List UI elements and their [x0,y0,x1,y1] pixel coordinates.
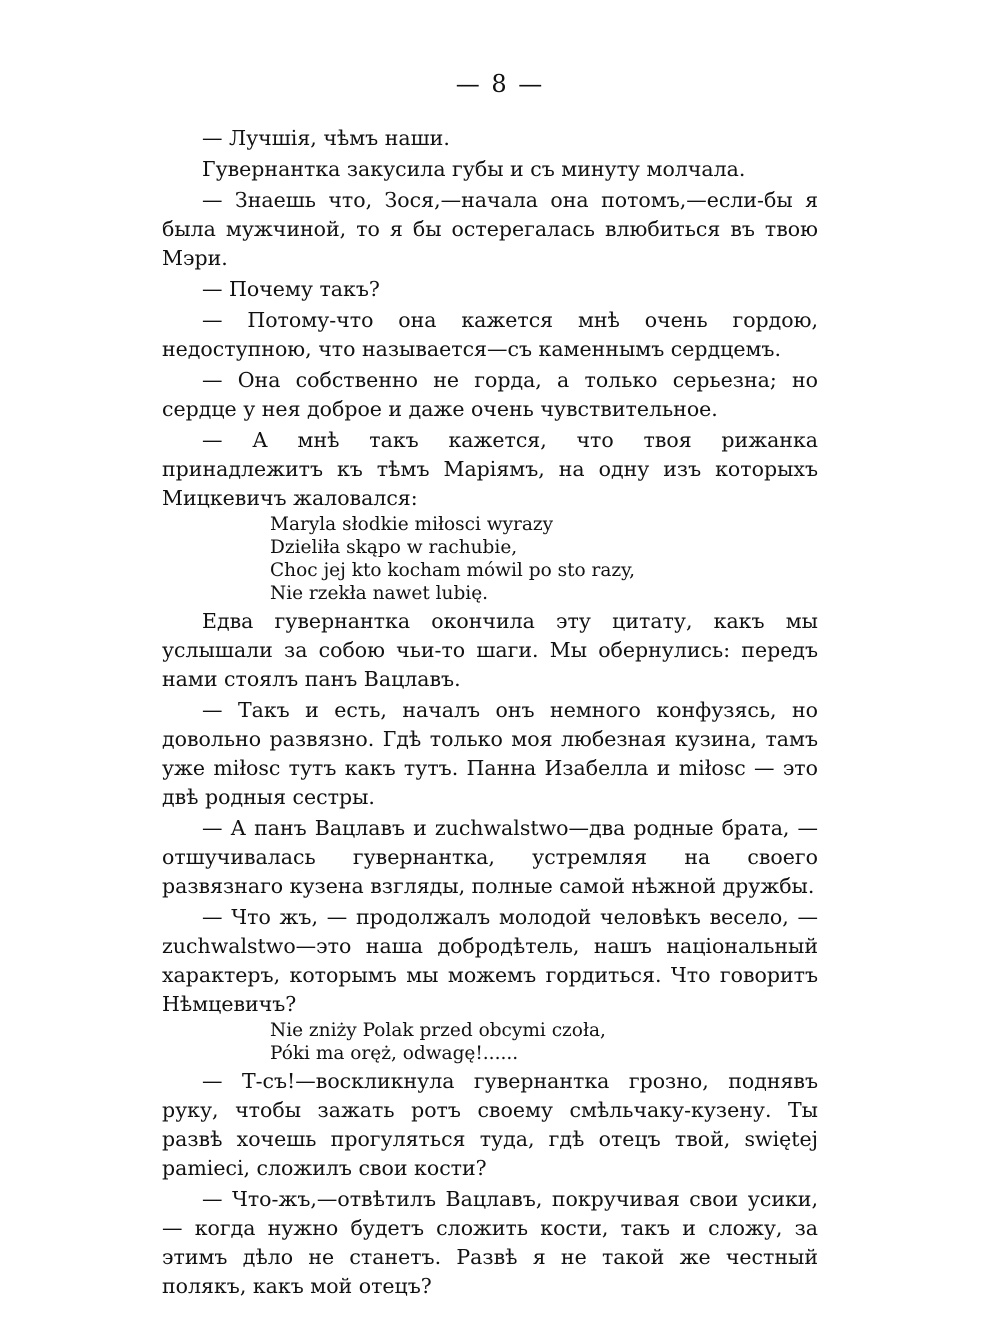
verse-line: Maryla słodkie miłosci wyrazy [270,514,554,535]
paragraph: Гувернантка закусила губы и съ минуту молчала. [202,157,746,181]
paragraph: — А панъ Вацлавъ и zuchwalstwo—два родные брата, — отшучивалась гувернантка, устремляя на своего развязнаго кузена взгляды, полные самой нѣжной дружбы. [162,816,818,898]
paragraph: Едва гувернантка окончила эту цитату, какъ мы услышали за собою чьи-то шаги. Мы обернулись: передъ нами стоялъ панъ Вацлавъ. [162,609,818,691]
paragraph: — Что жъ, — продолжалъ молодой человѣкъ весело, — zuchwalstwo—это наша добродѣтель, нашъ національный характеръ, которымъ мы можемъ гордиться. Что говоритъ Нѣмцевичъ? [162,905,818,1016]
page-body [162,124,818,1301]
page-number: — 8 — [455,70,545,98]
paragraph: — Лучшія, чѣмъ наши. [202,126,450,150]
verse-line: Nie rzekła nawet lubię. [270,583,489,604]
paragraph: — Она собственно не горда, а только серьезна; но сердце у нея доброе и даже очень чувствительное. [162,368,818,421]
verse-quotation [162,1019,818,1065]
paragraph: — Потому-что она кажется мнѣ очень гордою, недоступною, что называется—съ каменнымъ сердцемъ. [162,308,818,361]
verse-line: Choc jej kto kocham mówil po sto razy, [270,560,636,581]
verse-quotation [162,513,818,605]
paragraph: — Такъ и есть, началъ онъ немного конфузясь, но довольно развязно. Гдѣ только моя любезная кузина, тамъ уже miłosc тутъ какъ тутъ. Панна Изабелла и miłosc — это двѣ родныя сестры. [162,698,818,809]
verse-line: Póki ma oręż, odwagę!...... [270,1043,519,1064]
verse-line: Nie zniży Polak przed obcymi czoła, [270,1020,606,1041]
paragraph: — Знаешь что, Зося,—начала она потомъ,—если-бы я была мужчиной, то я бы остерегалась влюбиться въ твою Мэри. [162,188,818,270]
paragraph: — Почему такъ? [202,277,380,301]
paragraph: — Т-съ!—воскликнула гувернантка грозно, поднявъ руку, чтобы зажать ротъ своему смѣльчаку-кузену. Ты развѣ хочешь прогуляться туда, гдѣ отецъ твой, swiętej pamiеci, сложилъ свои кости? [162,1069,818,1180]
paragraph: — Что-жъ,—отвѣтилъ Вацлавъ, покручивая свои усики,— когда нужно будетъ сложить кости, такъ и сложу, за этимъ дѣло не станетъ. Развѣ я не такой же честный полякъ, какъ мой отецъ? [162,1187,818,1298]
paragraph: — А мнѣ такъ кажется, что твоя рижанка принадлежитъ къ тѣмъ Маріямъ, на одну изъ которыхъ Мицкевичъ жаловался: [162,428,818,510]
verse-line: Dzieliła skąpo w rachubie, [270,537,518,558]
